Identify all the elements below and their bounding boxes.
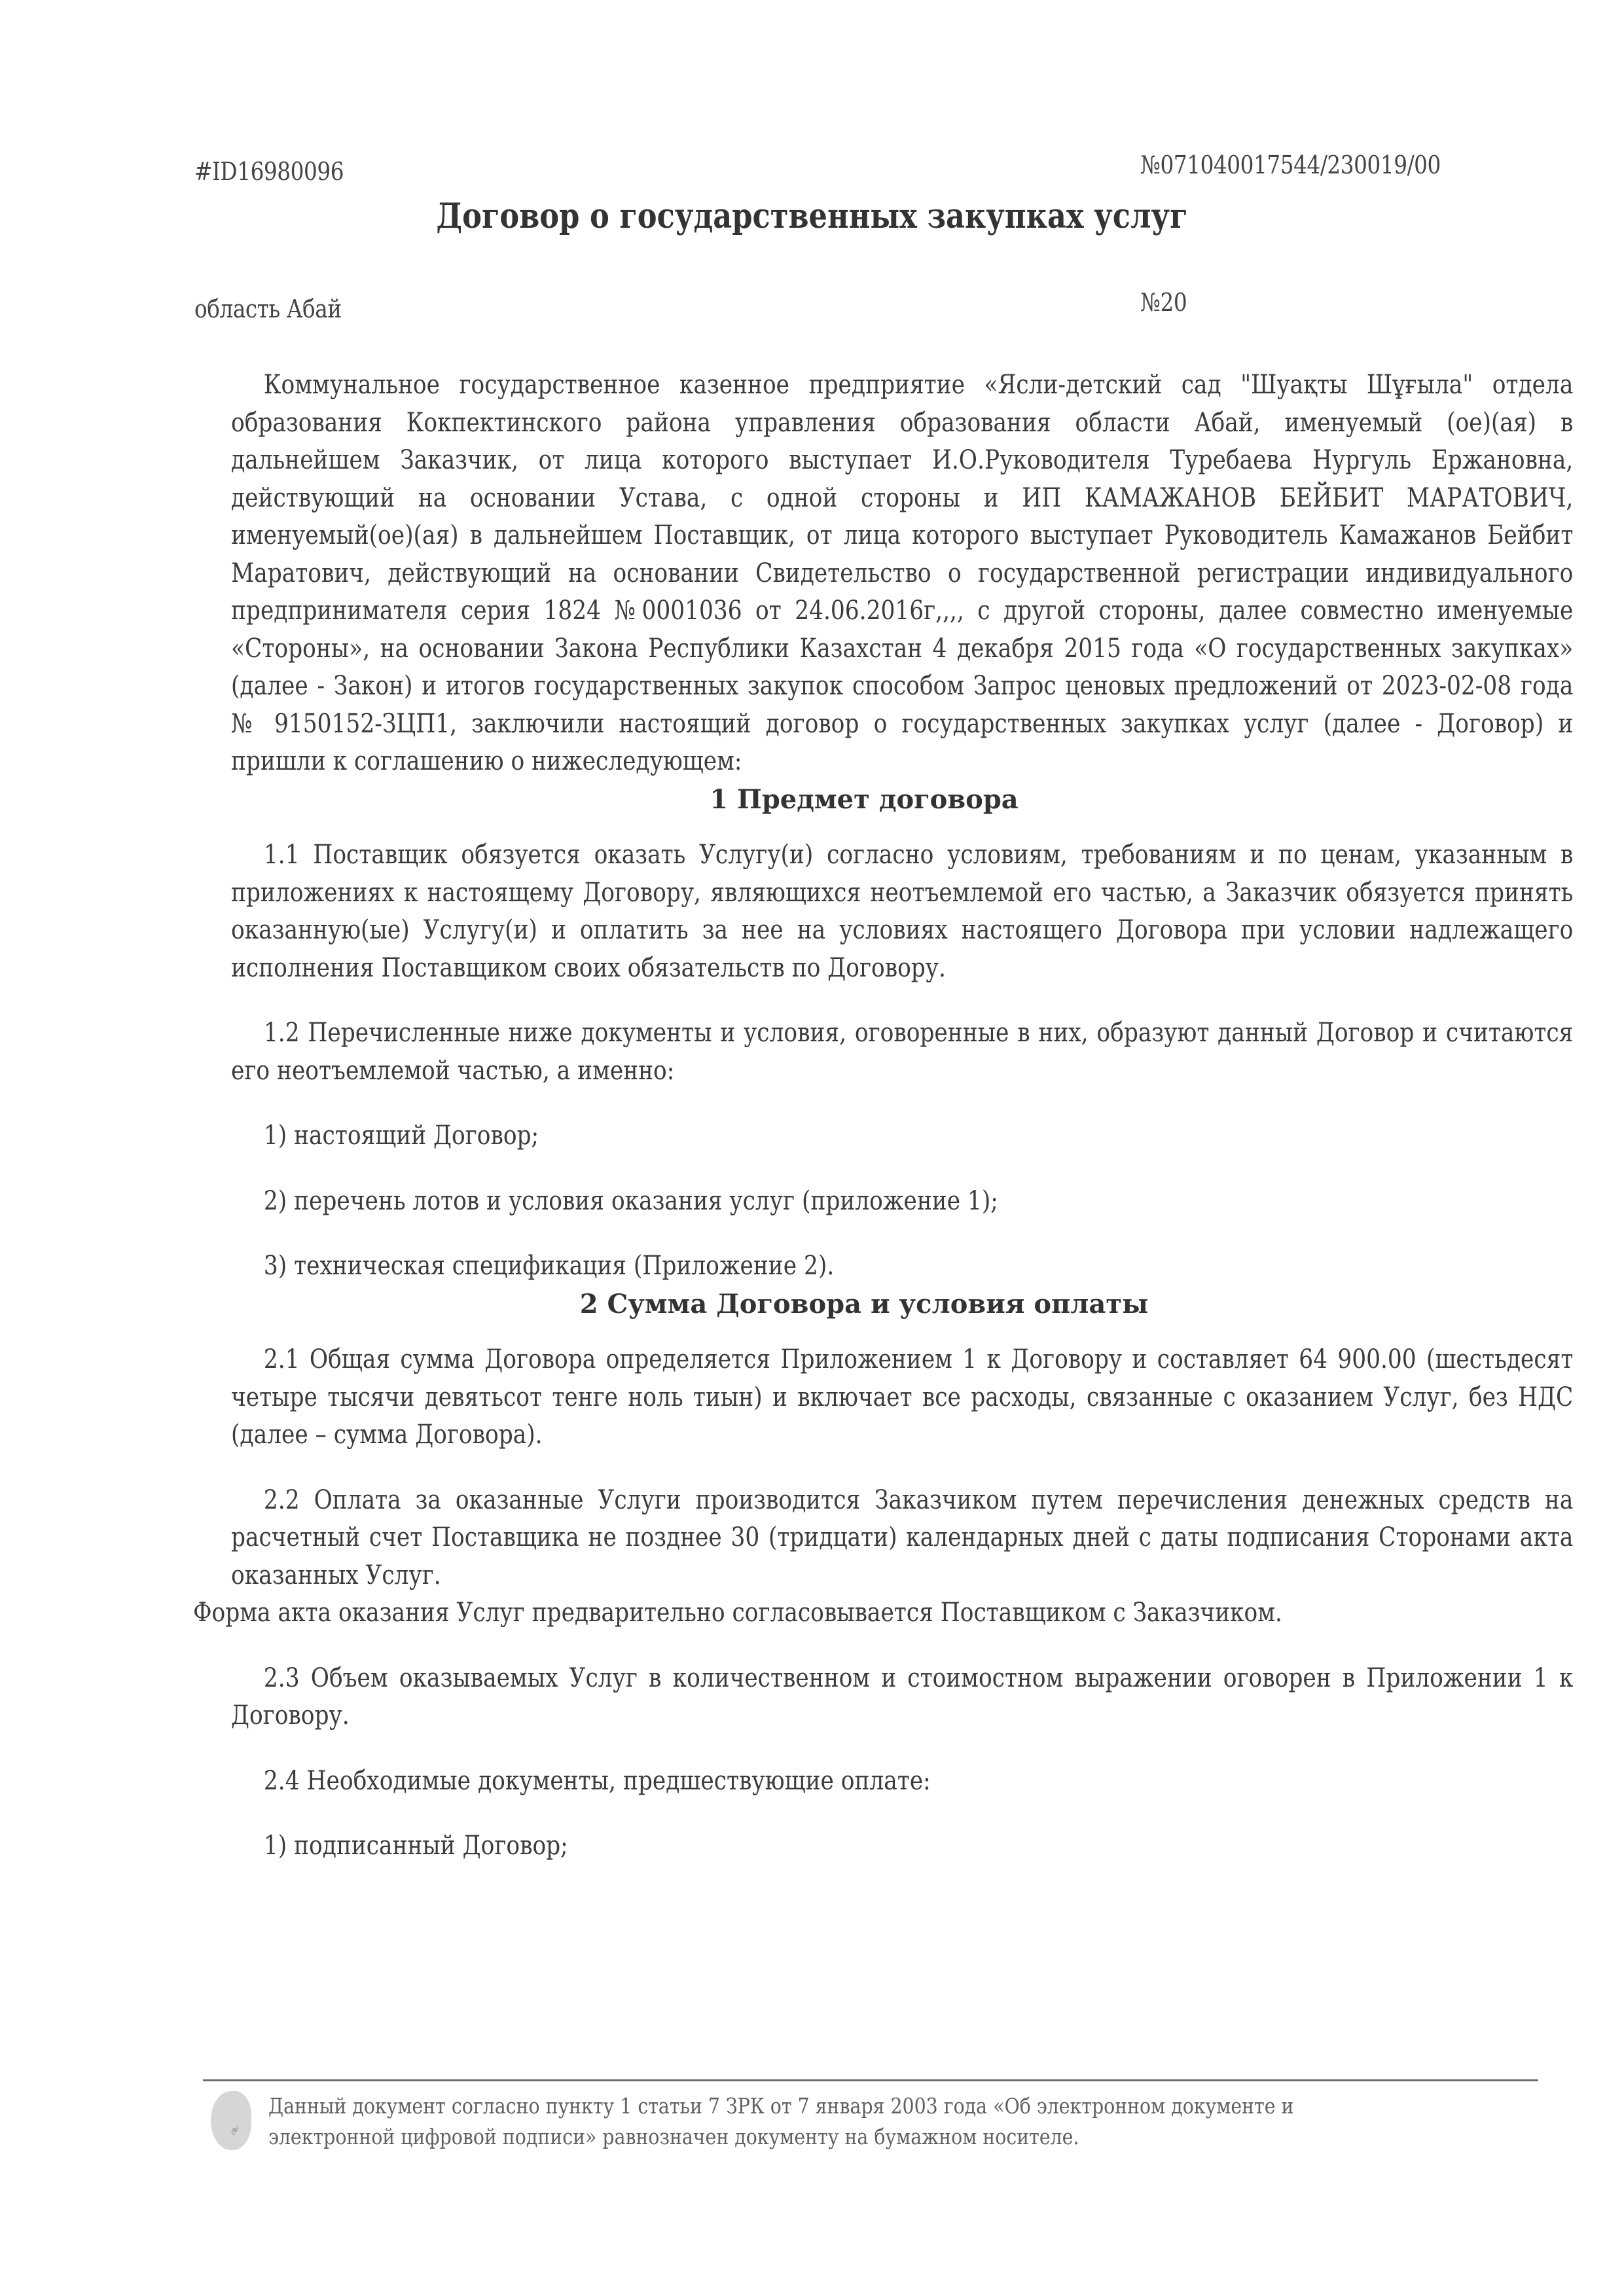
list-item <box>193 1183 1535 1221</box>
document-id: #ID16980096 <box>194 157 344 186</box>
clause-1-2 <box>193 1014 1574 1090</box>
clause-2-3-text: 2.3 Объем оказываемых Услуг в количественном и стоимостном выражении оговорен в Приложении 1 к Договору. <box>231 1662 1574 1731</box>
egov-seal-icon <box>211 2091 251 2150</box>
preamble-paragraph <box>193 367 1574 781</box>
clause-2-2 <box>193 1482 1574 1595</box>
section-1-title: 1 Предмет договора <box>710 783 1019 815</box>
contract-body <box>193 367 1574 1865</box>
clause-2-3 <box>193 1660 1574 1735</box>
list-item-text: 1) подписанный Договор; <box>263 1831 568 1861</box>
list-item-text: 2) перечень лотов и условия оказания услуг (приложение 1); <box>263 1185 998 1216</box>
footer-legal-line-1: Данный документ согласно пункту 1 статьи 7 ЗРК от 7 января 2003 года «Об электронном документе и <box>268 2093 1294 2119</box>
registry-number: №071040017544/230019/00 <box>1140 151 1441 179</box>
seal-swirl-icon: ❧ <box>225 2121 245 2140</box>
clause-2-2-form-text: Форма акта оказания Услуг предварительно согласовывается Поставщиком с Заказчиком. <box>193 1598 1282 1628</box>
footer-divider <box>203 2079 1538 2081</box>
clause-2-4 <box>193 1763 1535 1801</box>
region-label: область Абай <box>194 295 342 323</box>
contract-number: №20 <box>1140 288 1187 317</box>
clause-2-4-text: 2.4 Необходимые документы, предшествующие оплате: <box>263 1765 931 1796</box>
clause-1-2-text: 1.2 Перечисленные ниже документы и условия, оговоренные в них, образуют данный Договор и считаются его неотъемлемой частью, а именно: <box>231 1018 1574 1086</box>
page-title: Договор о государственных закупках услуг <box>436 196 1188 236</box>
clause-1-1 <box>193 836 1574 987</box>
footer-legal-line-2: электронной цифровой подписи» равнозначен документу на бумажном носителе. <box>268 2124 1079 2149</box>
preamble-text: Коммунальное государственное казенное предприятие «Ясли-детский сад "Шуақты Шұғыла" отдела образования Кокпектинского района управления образования области Абай, именуемый (ое)(ая) в дальнейшем Заказчик, от лица которого выступает И.О.Руководителя Туребаева Нургуль Ержановна, действующий на основании Устава, с одной стороны и ИП КАМАЖАНОВ БЕЙБИТ МАРАТОВИЧ, именуемый(ое)(ая) в дальнейшем Поставщик, от лица которого выступает Руководитель Камажанов Бейбит Маратович, действующий на основании Свидетельство о государственной регистрации индивидуального предпринимателя серия 1824 №0001036 от 24.06.2016г,,,, с другой стороны, далее совместно именуемые «Стороны», на основании Закона Республики Казахстан 4 декабря 2015 года «О государственных закупках» (далее - Закон) и итогов государственных закупок способом Запрос ценовых предложений от 2023-02-08 года № 9150152-ЗЦП1, заключили настоящий договор о государственных закупках услуг (далее - Договор) и пришли к соглашению о нижеследующем: <box>231 370 1574 776</box>
clause-2-1 <box>193 1341 1574 1454</box>
clause-2-1-text: 2.1 Общая сумма Договора определяется Приложением 1 к Договору и составляет 64 900.00 (шестьдесят четыре тысячи девятьсот тенге ноль тиын) и включает все расходы, связанные с оказанием Услуг, без НДС (далее – сумма Договора). <box>231 1344 1574 1450</box>
clause-2-2-form-note <box>193 1594 1535 1632</box>
list-item-text: 3) техническая спецификация (Приложение 2). <box>263 1251 835 1281</box>
list-item-text: 1) настоящий Договор; <box>263 1121 539 1151</box>
clause-1-1-text: 1.1 Поставщик обязуется оказать Услугу(и) согласно условиям, требованиям и по ценам, указанным в приложениях к настоящему Договору, являющихся неотъемлемой его частью, а Заказчик обязуется принять оказанную(ые) Услугу(и) и оплатить за нее на условиях настоящего Договора при условии надлежащего исполнения Поставщиком своих обязательств по Договору. <box>231 840 1574 983</box>
clause-2-2-text: 2.2 Оплата за оказанные Услуги производится Заказчиком путем перечисления денежных средств на расчетный счет Поставщика не позднее 30 (тридцати) календарных дней с даты подписания Сторонами акта оказанных Услуг. <box>231 1484 1574 1590</box>
section-2-title: 2 Сумма Договора и условия оплаты <box>579 1288 1149 1319</box>
list-item <box>193 1247 1535 1285</box>
list-item <box>193 1827 1535 1865</box>
list-item <box>193 1117 1535 1155</box>
